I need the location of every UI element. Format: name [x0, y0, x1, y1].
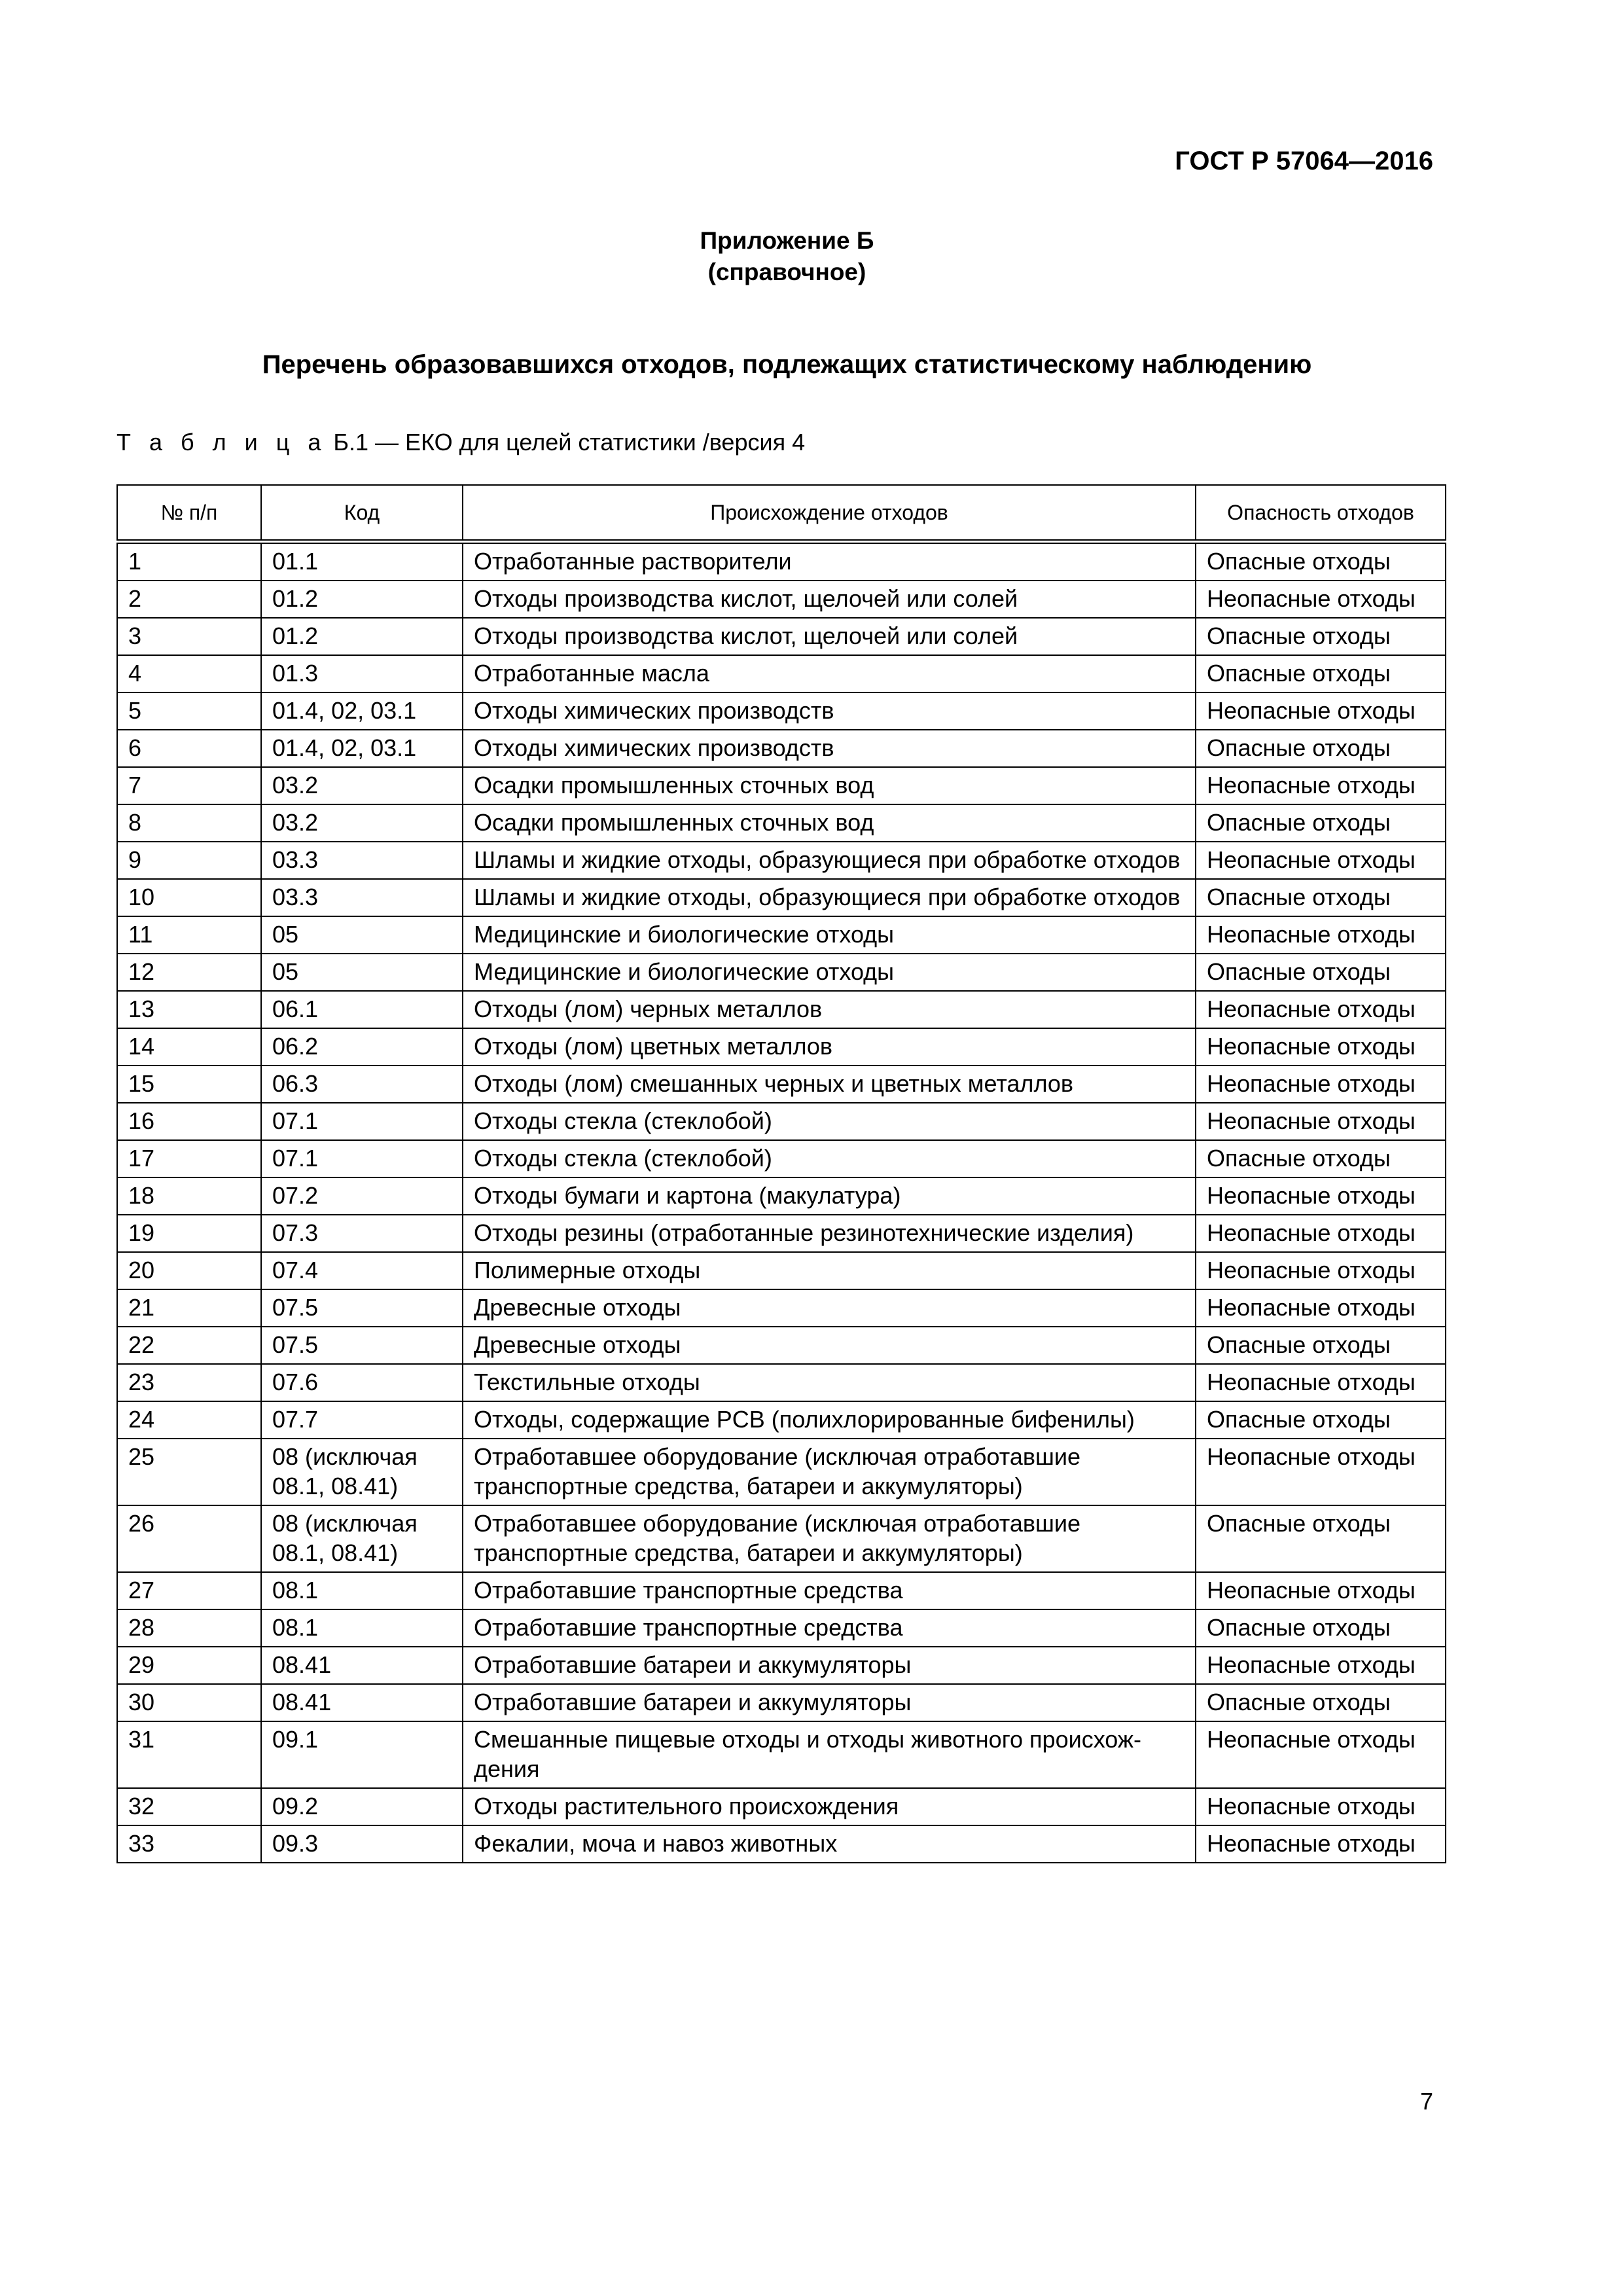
origin-cell: Отработанные масла — [463, 655, 1196, 692]
code-cell: 07.3 — [261, 1215, 463, 1252]
row-number-cell: 32 — [117, 1788, 261, 1825]
table-row — [117, 1439, 1446, 1505]
table-caption-prefix: Т а б л и ц а — [116, 429, 327, 456]
hazard-cell: Неопасные отходы — [1196, 1364, 1446, 1401]
code-cell: 03.3 — [261, 842, 463, 879]
table-caption-text: Б.1 — ЕКО для целей статистики /версия 4 — [327, 429, 806, 456]
table-caption — [116, 429, 805, 456]
table-row — [117, 1327, 1446, 1364]
hazard-cell: Неопасные отходы — [1196, 581, 1446, 618]
hazard-cell: Неопасные отходы — [1196, 1028, 1446, 1066]
hazard-cell: Опасные отходы — [1196, 1401, 1446, 1439]
hazard-cell: Опасные отходы — [1196, 804, 1446, 842]
row-number-cell: 5 — [117, 692, 261, 730]
row-number-cell: 14 — [117, 1028, 261, 1066]
column-header-origin: Происхождение отходов — [463, 485, 1196, 542]
appendix-subtitle: (справочное) — [707, 259, 866, 285]
table-row — [117, 991, 1446, 1028]
hazard-cell: Опасные отходы — [1196, 879, 1446, 916]
code-cell: 05 — [261, 916, 463, 954]
row-number-cell: 31 — [117, 1721, 261, 1788]
origin-cell: Отходы, содержащие PCB (полихлорированные бифенилы) — [463, 1401, 1196, 1439]
hazard-cell: Неопасные отходы — [1196, 1647, 1446, 1684]
table-row — [117, 1505, 1446, 1572]
hazard-cell: Опасные отходы — [1196, 1140, 1446, 1177]
origin-cell: Отработавшие батареи и аккумуляторы — [463, 1647, 1196, 1684]
row-number-cell: 21 — [117, 1289, 261, 1327]
code-cell: 01.2 — [261, 618, 463, 655]
code-cell: 03.2 — [261, 804, 463, 842]
row-number-cell: 11 — [117, 916, 261, 954]
waste-table — [116, 484, 1446, 1863]
row-number-cell: 4 — [117, 655, 261, 692]
table-row — [117, 1609, 1446, 1647]
hazard-cell: Неопасные отходы — [1196, 1721, 1446, 1788]
hazard-cell: Неопасные отходы — [1196, 767, 1446, 804]
hazard-cell: Неопасные отходы — [1196, 1177, 1446, 1215]
table-row — [117, 842, 1446, 879]
origin-cell: Отходы производства кислот, щелочей или солей — [463, 581, 1196, 618]
code-cell: 09.1 — [261, 1721, 463, 1788]
origin-cell: Фекалии, моча и навоз животных — [463, 1825, 1196, 1863]
table-row — [117, 804, 1446, 842]
hazard-cell: Опасные отходы — [1196, 954, 1446, 991]
table-row — [117, 1289, 1446, 1327]
table-row — [117, 618, 1446, 655]
origin-cell: Текстильные отходы — [463, 1364, 1196, 1401]
code-cell: 09.3 — [261, 1825, 463, 1863]
code-cell: 09.2 — [261, 1788, 463, 1825]
code-cell: 07.6 — [261, 1364, 463, 1401]
hazard-cell: Неопасные отходы — [1196, 1825, 1446, 1863]
row-number-cell: 9 — [117, 842, 261, 879]
table-row — [117, 1215, 1446, 1252]
hazard-cell: Опасные отходы — [1196, 655, 1446, 692]
origin-cell: Отходы стекла (стеклобой) — [463, 1103, 1196, 1140]
origin-cell: Отходы производства кислот, щелочей или солей — [463, 618, 1196, 655]
code-cell: 07.5 — [261, 1289, 463, 1327]
row-number-cell: 23 — [117, 1364, 261, 1401]
table-row — [117, 1103, 1446, 1140]
hazard-cell: Опасные отходы — [1196, 1505, 1446, 1572]
hazard-cell: Опасные отходы — [1196, 1684, 1446, 1721]
table-row — [117, 879, 1446, 916]
table-row — [117, 1825, 1446, 1863]
row-number-cell: 16 — [117, 1103, 261, 1140]
row-number-cell: 13 — [117, 991, 261, 1028]
table-row — [117, 1140, 1446, 1177]
row-number-cell: 26 — [117, 1505, 261, 1572]
row-number-cell: 19 — [117, 1215, 261, 1252]
table-row — [117, 1364, 1446, 1401]
hazard-cell: Неопасные отходы — [1196, 842, 1446, 879]
origin-cell: Отработанные растворители — [463, 542, 1196, 581]
origin-cell: Отработавшие транспортные средства — [463, 1572, 1196, 1609]
hazard-cell: Неопасные отходы — [1196, 1252, 1446, 1289]
code-cell: 07.1 — [261, 1140, 463, 1177]
appendix-title: Приложение Б — [700, 227, 874, 254]
hazard-cell: Опасные отходы — [1196, 1609, 1446, 1647]
origin-cell: Медицинские и биологические отходы — [463, 916, 1196, 954]
row-number-cell: 25 — [117, 1439, 261, 1505]
row-number-cell: 8 — [117, 804, 261, 842]
table-row — [117, 655, 1446, 692]
document-code: ГОСТ Р 57064—2016 — [1175, 147, 1433, 175]
origin-cell: Осадки промышленных сточных вод — [463, 804, 1196, 842]
row-number-cell: 1 — [117, 542, 261, 581]
origin-cell: Отходы химических производств — [463, 692, 1196, 730]
hazard-cell: Неопасные отходы — [1196, 1215, 1446, 1252]
code-cell: 07.2 — [261, 1177, 463, 1215]
row-number-cell: 15 — [117, 1066, 261, 1103]
origin-cell: Отходы бумаги и картона (макулатура) — [463, 1177, 1196, 1215]
row-number-cell: 2 — [117, 581, 261, 618]
table-row — [117, 1721, 1446, 1788]
code-cell: 05 — [261, 954, 463, 991]
table-row — [117, 542, 1446, 581]
code-cell: 03.3 — [261, 879, 463, 916]
table-row — [117, 954, 1446, 991]
code-cell: 01.2 — [261, 581, 463, 618]
hazard-cell: Опасные отходы — [1196, 730, 1446, 767]
hazard-cell: Опасные отходы — [1196, 1327, 1446, 1364]
hazard-cell: Неопасные отходы — [1196, 1788, 1446, 1825]
row-number-cell: 30 — [117, 1684, 261, 1721]
hazard-cell: Неопасные отходы — [1196, 1572, 1446, 1609]
hazard-cell: Неопасные отходы — [1196, 991, 1446, 1028]
row-number-cell: 33 — [117, 1825, 261, 1863]
code-cell: 06.3 — [261, 1066, 463, 1103]
origin-cell: Шламы и жидкие отходы, образующиеся при обработке отходов — [463, 879, 1196, 916]
code-cell: 03.2 — [261, 767, 463, 804]
code-cell: 08.1 — [261, 1609, 463, 1647]
origin-cell: Отходы (лом) цветных металлов — [463, 1028, 1196, 1066]
code-cell: 01.4, 02, 03.1 — [261, 692, 463, 730]
hazard-cell: Неопасные отходы — [1196, 1439, 1446, 1505]
origin-cell: Отходы (лом) черных металлов — [463, 991, 1196, 1028]
code-cell: 08.41 — [261, 1684, 463, 1721]
table-row — [117, 916, 1446, 954]
origin-cell: Осадки промышленных сточных вод — [463, 767, 1196, 804]
row-number-cell: 3 — [117, 618, 261, 655]
page-number: 7 — [1419, 2088, 1433, 2115]
hazard-cell: Неопасные отходы — [1196, 1066, 1446, 1103]
hazard-cell: Неопасные отходы — [1196, 916, 1446, 954]
origin-cell: Полимерные отходы — [463, 1252, 1196, 1289]
appendix-heading — [0, 225, 1574, 288]
code-cell: 08.41 — [261, 1647, 463, 1684]
code-cell: 08 (исключая 08.1, 08.41) — [261, 1505, 463, 1572]
table-row — [117, 1066, 1446, 1103]
table-row — [117, 1028, 1446, 1066]
column-header-hazard: Опасность отходов — [1196, 485, 1446, 542]
column-header-number: № п/п — [117, 485, 261, 542]
row-number-cell: 6 — [117, 730, 261, 767]
row-number-cell: 17 — [117, 1140, 261, 1177]
code-cell: 07.1 — [261, 1103, 463, 1140]
table-row — [117, 1684, 1446, 1721]
origin-cell: Отходы резины (отработанные резинотехнические изделия) — [463, 1215, 1196, 1252]
row-number-cell: 7 — [117, 767, 261, 804]
code-cell: 01.3 — [261, 655, 463, 692]
column-header-code: Код — [261, 485, 463, 542]
code-cell: 07.4 — [261, 1252, 463, 1289]
table-row — [117, 1401, 1446, 1439]
origin-cell: Отработавшее оборудование (исключая отработавшие транспортные средства, батареи и аккумуляторы) — [463, 1505, 1196, 1572]
hazard-cell: Неопасные отходы — [1196, 692, 1446, 730]
origin-cell: Шламы и жидкие отходы, образующиеся при обработке отходов — [463, 842, 1196, 879]
table-row — [117, 581, 1446, 618]
row-number-cell: 22 — [117, 1327, 261, 1364]
hazard-cell: Опасные отходы — [1196, 618, 1446, 655]
table-row — [117, 767, 1446, 804]
table-body — [117, 542, 1446, 1863]
origin-cell: Отходы растительного происхождения — [463, 1788, 1196, 1825]
table-row — [117, 1572, 1446, 1609]
origin-cell: Отработавшие батареи и аккумуляторы — [463, 1684, 1196, 1721]
hazard-cell: Опасные отходы — [1196, 542, 1446, 581]
section-title: Перечень образовавшихся отходов, подлежащих статистическому наблюдению — [262, 350, 1312, 379]
table-row — [117, 1647, 1446, 1684]
hazard-cell: Неопасные отходы — [1196, 1103, 1446, 1140]
code-cell: 08 (исключая 08.1, 08.41) — [261, 1439, 463, 1505]
row-number-cell: 12 — [117, 954, 261, 991]
code-cell: 06.1 — [261, 991, 463, 1028]
hazard-cell: Неопасные отходы — [1196, 1289, 1446, 1327]
row-number-cell: 10 — [117, 879, 261, 916]
table-row — [117, 1177, 1446, 1215]
origin-cell: Древесные отходы — [463, 1327, 1196, 1364]
code-cell: 06.2 — [261, 1028, 463, 1066]
code-cell: 01.4, 02, 03.1 — [261, 730, 463, 767]
origin-cell: Отходы стекла (стеклобой) — [463, 1140, 1196, 1177]
table-row — [117, 692, 1446, 730]
origin-cell: Отработавшее оборудование (исключая отработавшие транспортные средства, батареи и аккумуляторы) — [463, 1439, 1196, 1505]
row-number-cell: 24 — [117, 1401, 261, 1439]
origin-cell: Отработавшие транспортные средства — [463, 1609, 1196, 1647]
row-number-cell: 27 — [117, 1572, 261, 1609]
row-number-cell: 28 — [117, 1609, 261, 1647]
code-cell: 08.1 — [261, 1572, 463, 1609]
origin-cell: Смешанные пищевые отходы и отходы животного происхождения — [463, 1721, 1196, 1788]
origin-cell: Медицинские и биологические отходы — [463, 954, 1196, 991]
table-row — [117, 1788, 1446, 1825]
code-cell: 07.7 — [261, 1401, 463, 1439]
row-number-cell: 18 — [117, 1177, 261, 1215]
row-number-cell: 29 — [117, 1647, 261, 1684]
code-cell: 01.1 — [261, 542, 463, 581]
table-row — [117, 730, 1446, 767]
table-row — [117, 1252, 1446, 1289]
origin-cell: Древесные отходы — [463, 1289, 1196, 1327]
code-cell: 07.5 — [261, 1327, 463, 1364]
table-header-row — [117, 485, 1446, 542]
origin-cell: Отходы химических производств — [463, 730, 1196, 767]
origin-cell: Отходы (лом) смешанных черных и цветных металлов — [463, 1066, 1196, 1103]
row-number-cell: 20 — [117, 1252, 261, 1289]
